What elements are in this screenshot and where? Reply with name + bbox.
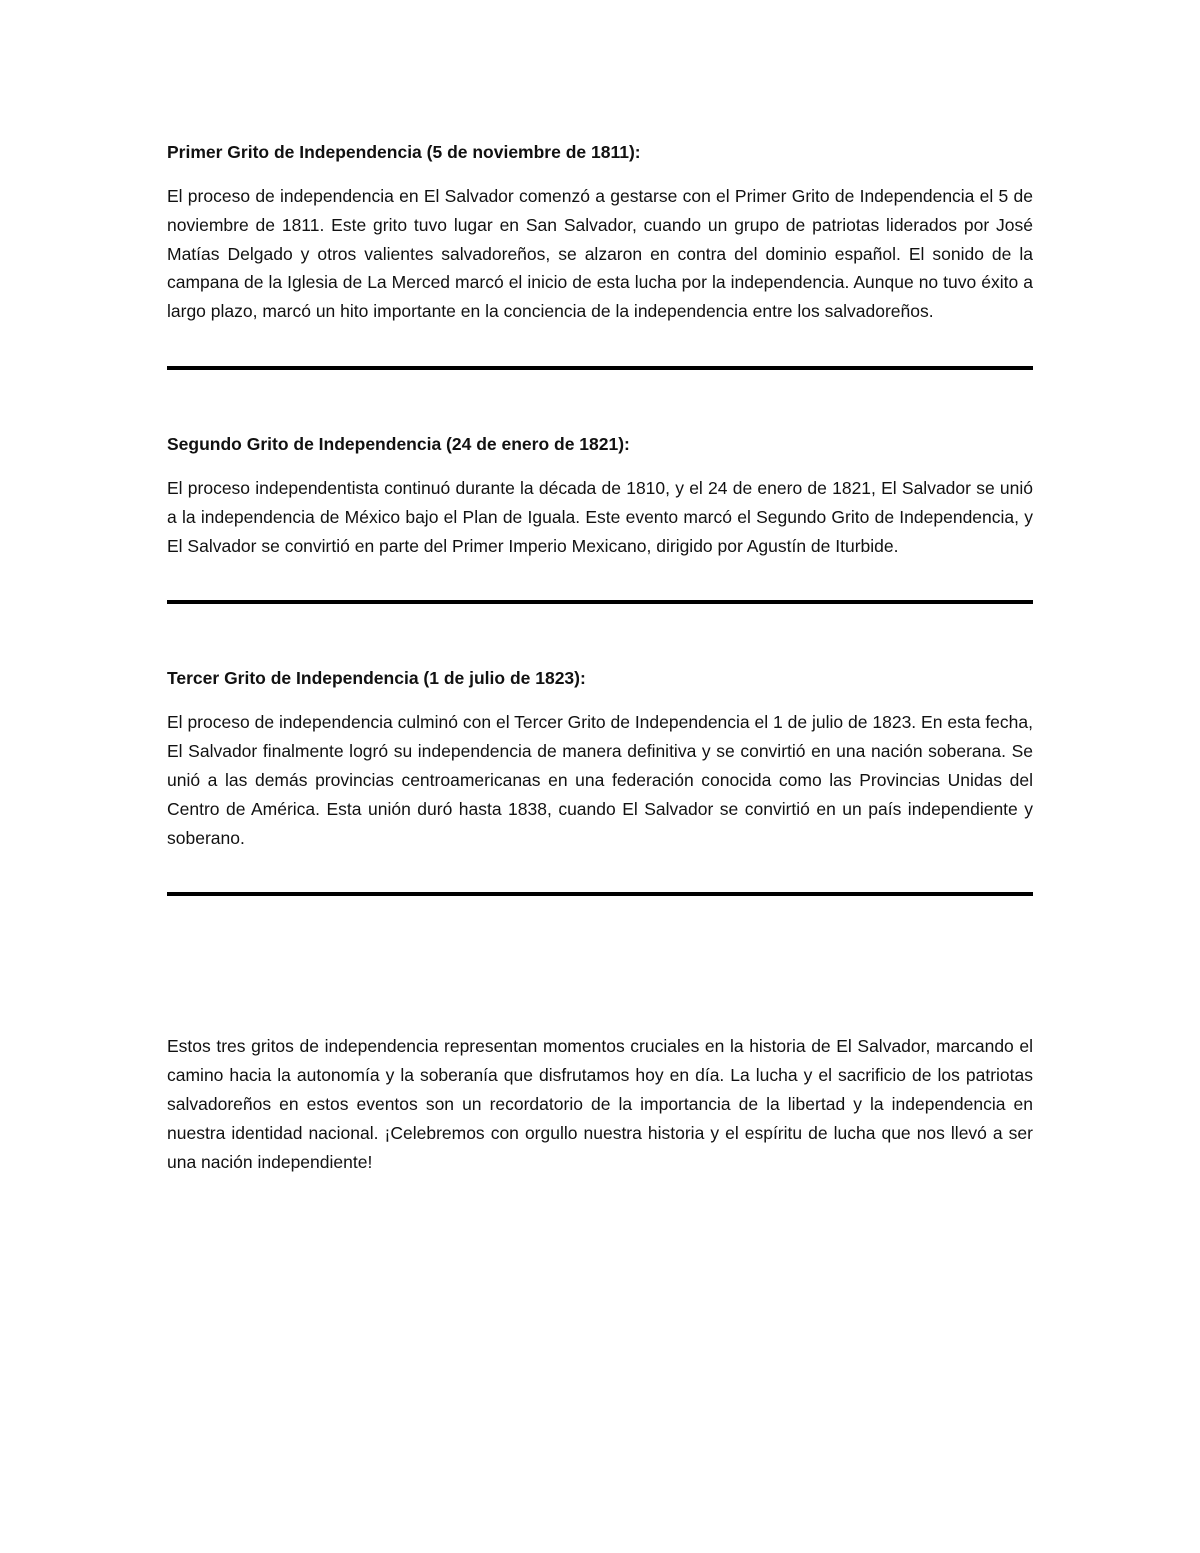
section-paragraph: El proceso independentista continuó durante la década de 1810, y el 24 de enero de 1821, El Salvador se unió a la independencia de México bajo el Plan de Iguala. Este evento marcó el Segundo Grito de Independencia, y El Salvador se convirtió en parte del Primer Imperio Mexicano, dirigido por Agustín de Iturbide. (167, 477, 1033, 556)
section-heading: Tercer Grito de Independencia (1 de julio de 1823): (167, 668, 586, 689)
section-primer-grito (167, 138, 1033, 326)
section-divider (167, 366, 1033, 370)
section-tercer-grito (167, 664, 1033, 852)
section-segundo-grito (167, 430, 1033, 560)
section-paragraph: El proceso de independencia culminó con el Tercer Grito de Independencia el 1 de julio de 1823. En esta fecha, El Salvador finalmente logró su independencia de manera definitiva y se convirtió en una nación soberana. Se unió a las demás provincias centroamericanas en una federación conocida como las Provincias Unidas del Centro de América. Esta unión duró hasta 1838, cuando El Salvador se convirtió en un país independiente y soberano. (167, 712, 1033, 848)
spacer (167, 956, 1033, 1032)
section-paragraph: El proceso de independencia en El Salvador comenzó a gestarse con el Primer Grito de Independencia el 5 de noviembre de 1811. Este grito tuvo lugar en San Salvador, cuando un grupo de patriotas liderados por José Matías Delgado y otros valientes salvadoreños, se alzaron en contra del dominio español. El sonido de la campana de la Iglesia de La Merced marcó el inicio de esta lucha por la independencia. Aunque no tuvo éxito a largo plazo, marcó un hito importante en la conciencia de la independencia entre los salvadoreños. (167, 186, 1033, 322)
section-heading: Primer Grito de Independencia (5 de noviembre de 1811): (167, 142, 641, 162)
section-divider (167, 892, 1033, 896)
conclusion-paragraph: Estos tres gritos de independencia representan momentos cruciales en la historia de El Salvador, marcando el camino hacia la autonomía y la soberanía que disfrutamos hoy en día. La lucha y el sacrificio de los patriotas salvadoreños en estos eventos son un recordatorio de la importancia de la libertad y la independencia en nuestra identidad nacional. ¡Celebremos con orgullo nuestra historia y el espíritu de lucha que nos llevó a ser una nación independiente! (167, 1036, 1033, 1172)
section-heading: Segundo Grito de Independencia (24 de enero de 1821): (167, 433, 630, 454)
document-content (167, 138, 1033, 1176)
section-divider (167, 600, 1033, 604)
